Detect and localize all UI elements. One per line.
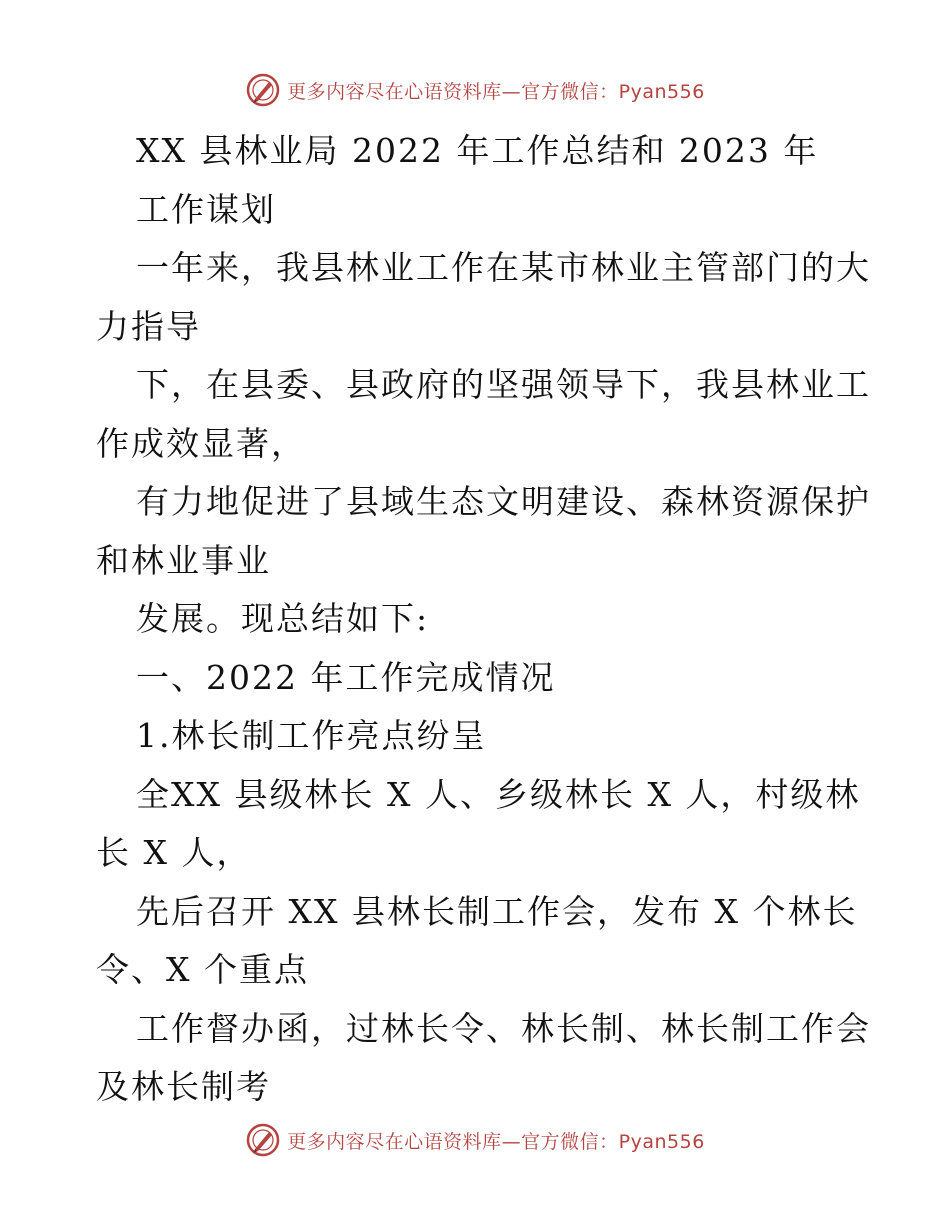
text-line: 全XX 县级林长 X 人、乡级林长 X 人，村级林 (136, 774, 861, 814)
text-line: 力指导 (96, 306, 201, 346)
text-line: 下，在县委、县政府的坚强领导下，我县林业工 (136, 365, 871, 404)
text-line: 有力地促进了县域生态文明建设、森林资源保护 (136, 482, 871, 521)
text-line: 先后召开 XX 县林长制工作会，发布 X 个林长 (136, 891, 858, 931)
document-body (96, 122, 871, 1117)
pen-seal-logo-icon (245, 72, 281, 108)
text-line: 1.林长制工作亮点纷呈 (136, 716, 487, 755)
text-line: 工作谋划 (136, 189, 276, 229)
text-line: XX 县林业局 2022 年工作总结和 2023 年 (136, 131, 819, 170)
text-line: 作成效显著， (96, 423, 306, 463)
watermark-text: 更多内容尽在心语资料库—官方微信：Pyan556 (287, 1130, 705, 1153)
text-line: 令、X 个重点 (96, 950, 309, 989)
text-line: 及林长制考 (96, 1067, 271, 1106)
text-line: 长 X 人， (96, 833, 252, 872)
header-watermark (0, 68, 950, 112)
text-line: 工作督办函，过林长令、林长制、林长制工作会 (136, 1008, 871, 1048)
text-line: 一年来，我县林业工作在某市林业主管部门的大 (136, 248, 871, 287)
text-line: 发展。现总结如下: (136, 599, 430, 638)
watermark-text: 更多内容尽在心语资料库—官方微信：Pyan556 (287, 80, 705, 103)
text-line: 和林业事业 (96, 540, 271, 580)
text-line: 一、2022 年工作完成情况 (136, 657, 556, 697)
footer-watermark (0, 1118, 950, 1162)
pen-seal-logo-icon (245, 1122, 281, 1158)
